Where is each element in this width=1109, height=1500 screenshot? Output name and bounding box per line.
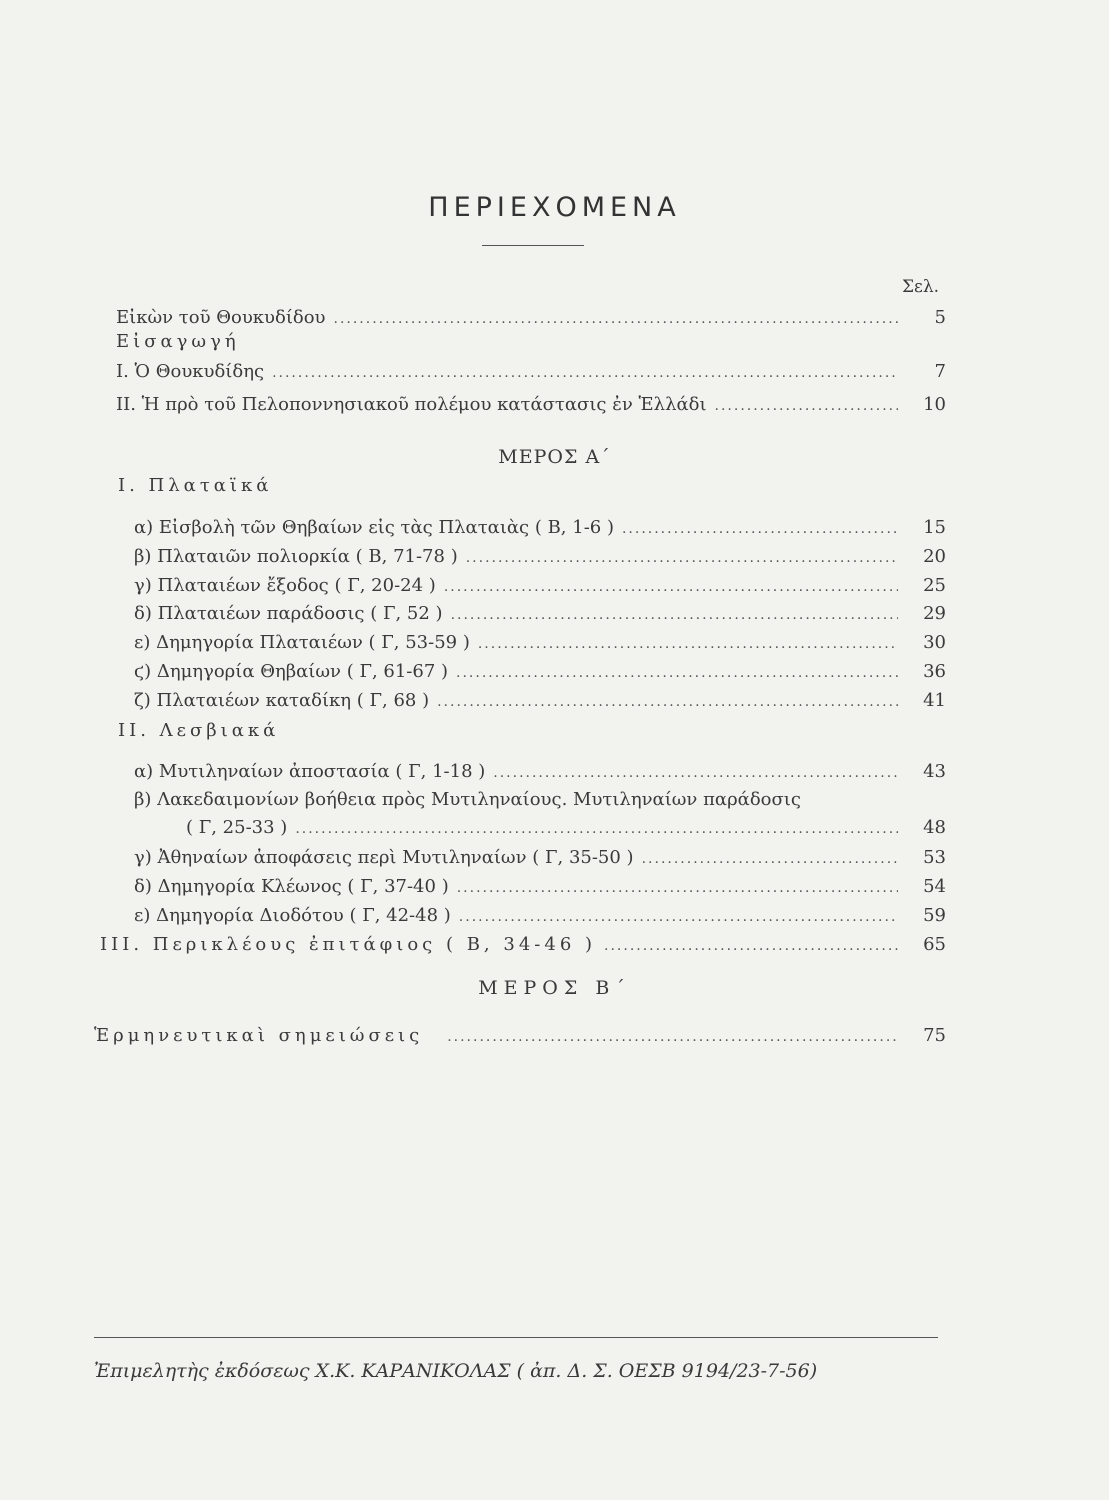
page-column-label: Σελ. [902, 277, 940, 297]
toc-entry [116, 359, 946, 385]
toc-entry-page: 10 [923, 394, 946, 415]
toc-entry-page: 30 [923, 632, 946, 653]
leader-dots [272, 360, 898, 386]
leader-dots [437, 689, 898, 715]
toc-entry-label: ε) Δημηγορία Διοδότου ( Γ, 42-48 ) [134, 905, 451, 926]
toc-entry [134, 601, 946, 627]
toc-entry-label: δ) Πλαταιέων παράδοσις ( Γ, 52 ) [134, 603, 443, 624]
leader-dots [447, 1024, 898, 1050]
toc-entry [94, 1023, 946, 1049]
toc-entry-label: γ) Πλαταιέων ἔξοδος ( Γ, 20-24 ) [134, 575, 436, 596]
toc-entry [134, 759, 946, 785]
toc-entry-page: 59 [923, 905, 946, 926]
footer-credit: Ἐπιμελητὴς ἐκδόσεως Χ.Κ. ΚΑΡΑΝΙΚΟΛΑΣ ( ἀπ. Δ. Σ. ΟΕΣΒ 9194/23-7-56) [94, 1360, 818, 1382]
toc-entry [134, 874, 946, 900]
toc-entry-label: δ) Δημηγορία Κλέωνος ( Γ, 37-40 ) [134, 876, 449, 897]
toc-entry-page: 41 [923, 690, 946, 711]
toc-entry [134, 630, 946, 656]
toc-entry [116, 305, 946, 331]
leader-dots [478, 631, 898, 657]
toc-entry-label: ζ) Πλαταιέων καταδίκη ( Γ, 68 ) [134, 690, 430, 711]
toc-entry [134, 845, 946, 871]
leader-dots [466, 545, 898, 571]
toc-entry-page: 15 [923, 517, 946, 538]
toc-entry-page: 25 [923, 575, 946, 596]
toc-entry [134, 573, 946, 599]
toc-entry-label: ϛ) Δημηγορία Θηβαίων ( Γ, 61-67 ) [134, 661, 449, 682]
toc-entry-label: Ἑρμηνευτικαὶ σημειώσεις [94, 1025, 424, 1046]
toc-entry-label: II. Ἡ πρὸ τοῦ Πελοποννησιακοῦ πολέμου κατάστασις ἐν Ἑλλάδι [116, 394, 707, 415]
toc-entry [134, 688, 946, 714]
toc-entry-label: γ) Ἀθηναίων ἀποφάσεις περὶ Μυτιληναίων ( Γ, 35-50 ) [134, 847, 634, 868]
title-underline [482, 245, 584, 246]
leader-dots [604, 933, 898, 959]
part-b-heading: ΜΕΡΟΣ Β΄ [478, 977, 631, 999]
toc-entry-page: 20 [923, 546, 946, 567]
leader-dots [622, 516, 898, 542]
leader-dots [334, 306, 899, 332]
toc-entry [100, 932, 946, 958]
toc-entry-label: α) Μυτιληναίων ἀποστασία ( Γ, 1-18 ) [134, 761, 486, 782]
section-heading-lesviaka: II. Λεσβιακά [118, 720, 280, 741]
toc-entry-page: 43 [923, 761, 946, 782]
leader-dots [642, 846, 898, 872]
toc-entry-page: 65 [923, 934, 946, 955]
section-heading-plataika: I. Πλαταϊκά [118, 475, 273, 496]
page-title: ΠΕΡΙΕΧΟΜΕΝΑ [428, 192, 681, 223]
toc-entry-label: β) Πλαταιῶν πολιορκία ( Β, 71-78 ) [134, 546, 458, 567]
leader-dots [715, 393, 898, 419]
toc-entry-page: 29 [923, 603, 946, 624]
toc-entry-page: 5 [934, 307, 946, 328]
footer-rule [94, 1337, 938, 1338]
toc-entry [116, 392, 946, 418]
toc-entry-page: 36 [923, 661, 946, 682]
toc-entry-label: Εἰκὼν τοῦ Θουκυδίδου [116, 307, 326, 328]
leader-dots [493, 760, 898, 786]
toc-entry-label: β) Λακεδαιμονίων βοήθεια πρὸς Μυτιληναίους. Μυτιληναίων παράδοσις [134, 789, 801, 810]
toc-entry-page: 75 [923, 1025, 946, 1046]
toc-entry [186, 815, 946, 841]
toc-entry [134, 659, 946, 685]
toc-entry-page: 53 [923, 847, 946, 868]
toc-entry-label: I. Ὁ Θουκυδίδης [116, 361, 265, 382]
leader-dots [456, 660, 898, 686]
toc-entry [134, 903, 946, 929]
toc-entry [134, 544, 946, 570]
toc-entry-page: 48 [923, 817, 946, 838]
toc-entry-page: 54 [923, 876, 946, 897]
toc-entry [134, 515, 946, 541]
leader-dots [444, 574, 898, 600]
leader-dots [459, 904, 898, 930]
toc-entry-page: 7 [934, 361, 946, 382]
leader-dots [451, 602, 898, 628]
toc-entry-label: α) Εἰσβολὴ τῶν Θηβαίων εἰς τὰς Πλαταιὰς ( Β, 1-6 ) [134, 517, 614, 538]
leader-dots [457, 875, 898, 901]
part-a-heading: ΜΕΡΟΣ Α΄ [498, 446, 611, 468]
toc-entry-label: ε) Δημηγορία Πλαταιέων ( Γ, 53-59 ) [134, 632, 470, 653]
toc-entry-label: III. Περικλέους ἐπιτάφιος ( Β, 34-46 ) [100, 934, 597, 955]
toc-entry-label: ( Γ, 25-33 ) [186, 817, 288, 838]
leader-dots [295, 816, 898, 842]
section-heading-eisagogi: Εἰσαγωγή [116, 331, 240, 352]
